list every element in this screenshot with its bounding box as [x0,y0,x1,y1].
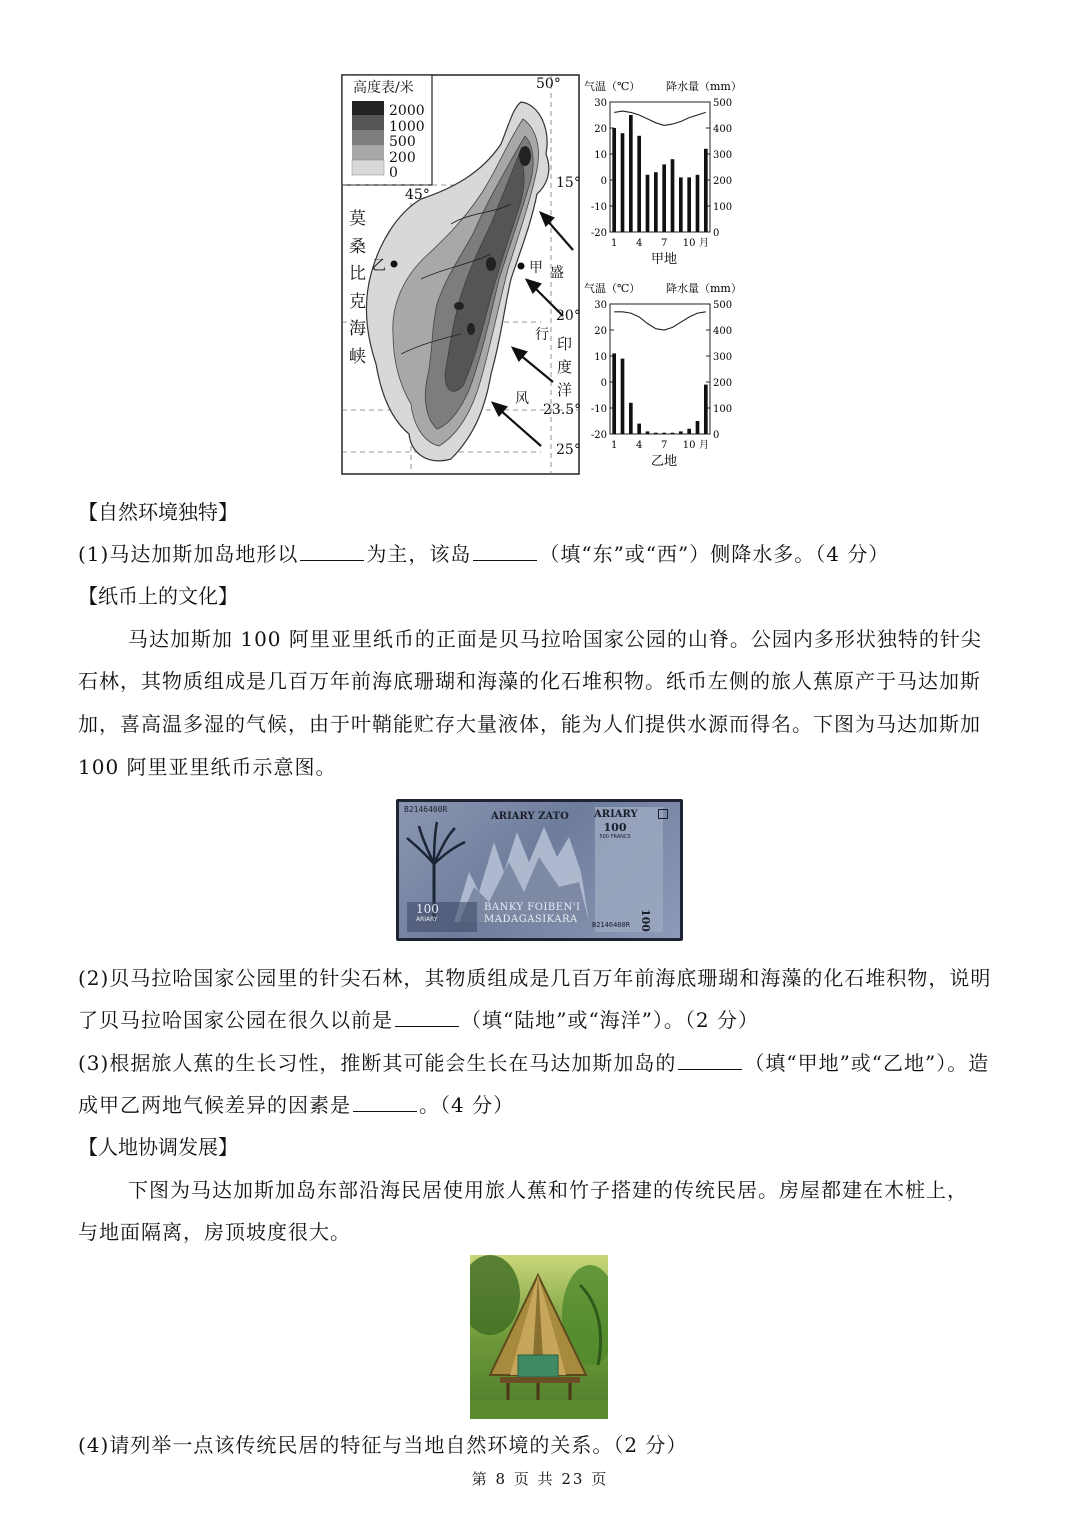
section-heading-banknote: 【纸币上的文化】 [78,584,238,608]
banknote-corner-title: ARIARY [594,809,638,820]
chart-0-x-tick: 4 [635,238,643,249]
chart-0-frame [610,102,710,232]
chart-0-precip-bar [679,177,683,232]
chart-0-precip-bar [696,175,700,232]
lat-15-label: 15° [556,175,581,191]
paragraph-1-line-3: 加，喜高温多湿的气候，由于叶鞘能贮存大量液体，能为人们提供水源而得名。下图为马达加斯加 [78,712,981,736]
chart-1-title: 乙地 [650,454,678,469]
chart-0-precip-bar [621,133,625,232]
banknote-serial-top: B2146400R [404,805,448,814]
chart-1-temp-tick: 10 [594,352,607,363]
mozambique-channel-label: 莫 桑 比 克 海 峡 [349,209,366,367]
chart-0-temp-tick: -20 [590,228,607,239]
chart-0-temp-tick: -10 [590,202,607,213]
chart-1-precip-bar [612,353,616,434]
chart-0-x-tick: 1 [610,238,618,249]
answer-blank-1a[interactable] [300,540,364,561]
chart-1-temp-tick: 0 [600,378,607,389]
banknote-corner-sub: 500 FRANCS [599,834,631,840]
chart-1-precip-bar [654,433,658,434]
traditional-house-photo [470,1255,608,1419]
banknote-square-mark [658,809,668,819]
chart-1-precip-bar [679,431,683,434]
question-4: (4)请列举一点该传统民居的特征与当地自然环境的关系。（2 分） [78,1433,688,1457]
chart-0-temp-tick: 10 [594,150,607,161]
chart-1-precip-bar [696,421,700,434]
lon-45-label: 45° [405,187,430,203]
legend-title: 高度表/米 [353,80,414,96]
chart-0-precip-bar [687,177,691,232]
chart-1-precip-label: 降水量（mm） [666,282,742,295]
page-footer: 第 8 页 共 23 页 [471,1470,609,1488]
legend-level-200: 200 [389,150,416,166]
paragraph-1-line-2: 石林，其物质组成是几百万年前海底珊瑚和海藻的化石堆积物。纸币左侧的旅人蕉原产于马达加斯 [78,669,981,693]
lat-20-label: 20° [556,308,581,324]
chart-1-precip-bar [671,433,675,434]
banknote-left-value: 100 [416,902,439,916]
chart-0-precip-bar [612,128,616,232]
chart-0-precip-bar [637,136,641,232]
chart-1-temp-tick: -20 [590,430,607,441]
lon-50-label: 50° [536,76,561,92]
chart-0-x-tick: 10 [682,238,696,249]
answer-blank-1b[interactable] [473,540,537,561]
chart-1-precip-tick: 300 [713,352,733,363]
chart-0-precip-tick: 500 [713,98,733,109]
question-2-line-1: (2)贝马拉哈国家公园里的针尖石林，其物质组成是几百万年前海底珊瑚和海藻的化石堆积物，说明 [78,966,992,990]
chart-1-precip-bar [629,403,633,434]
section-heading-natural: 【自然环境独特】 [78,500,238,524]
chart-1-precip-bar [621,359,625,434]
chart-0-title: 甲地 [650,252,678,267]
chart-0-x-tick: 7 [660,238,668,249]
chart-1-x-tick: 月 [699,440,709,451]
chart-0-precip-bar [662,164,666,232]
banknote-bank-line-2: MADAGASIKARA [484,914,578,925]
chart-0-precip-bar [671,159,675,232]
chart-1-x-tick: 1 [610,440,618,451]
wind-char-3: 风 [515,391,529,407]
chart-0-precip-tick: 0 [713,228,720,239]
lat-23-5-label: 23.5° [543,402,582,418]
banknote-bank-line-1: BANKY FOIBEN'I [484,902,581,913]
chart-0-temp-label: 气温（℃） [584,80,641,93]
chart-1-x-tick: 10 [682,440,696,451]
indian-ocean-label: 印 度 洋 [557,335,573,399]
chart-0-precip-tick: 300 [713,150,733,161]
point-jia-label: 甲 [529,260,543,276]
chart-1-precip-bar [646,431,650,434]
chart-0-precip-bar [704,149,708,232]
chart-1-x-tick: 7 [660,440,668,451]
banknote-serial-bottom: B2146400R [592,921,630,929]
chart-0-precip-tick: 400 [713,124,733,135]
question-3-line-1: (3)根据旅人蕉的生长习性，推断其可能会生长在马达加斯加岛的 （填“甲地”或“乙地”）。造 [78,1051,990,1075]
chart-1-temp-tick: 30 [594,300,607,311]
chart-1-temp-tick: 20 [594,326,607,337]
question-1: (1)马达加斯加岛地形以 为主，该岛 （填“东”或“西”）侧降水多。（4 分） [78,542,890,566]
wind-char-2: 行 [535,327,549,343]
paragraph-1-line-1: 马达加斯加 100 阿里亚里纸币的正面是贝马拉哈国家公园的山脊。公园内多形状独特的针尖 [128,627,982,651]
point-yi-label: 乙 [372,258,386,274]
legend-level-500: 500 [389,134,416,150]
chart-1-frame [610,304,710,434]
banknote-title: ARIARY ZATO [491,811,569,822]
chart-0-x-tick: 月 [699,238,709,249]
section-heading-harmony: 【人地协调发展】 [78,1135,238,1159]
banknote-corner-value: 100 [603,821,627,834]
banknote-side-value: 100 [639,909,652,932]
wind-char-1: 盛 [550,265,564,281]
chart-0-temp-tick: 0 [600,176,607,187]
chart-1-precip-bar [704,385,708,434]
climate-charts [582,74,757,476]
answer-blank-3b[interactable] [353,1091,417,1112]
chart-0-precip-label: 降水量（mm） [666,80,742,93]
lat-25-label: 25° [556,442,581,458]
chart-1-x-tick: 4 [635,440,643,451]
paragraph-2-line-2: 与地面隔离，房顶坡度很大。 [78,1220,351,1244]
chart-1-precip-bar [687,429,691,434]
banknote-image [396,799,683,941]
chart-0-temp-tick: 20 [594,124,607,135]
legend-level-0: 0 [389,165,398,181]
chart-1-precip-bar [637,424,641,434]
chart-0-precip-bar [629,115,633,232]
banknote-left-unit: ARIARY [416,916,438,923]
question-3-line-2: 成甲乙两地气候差异的因素是 。（4 分） [78,1093,515,1117]
paragraph-1-line-4: 100 阿里亚里纸币示意图。 [78,755,337,779]
legend-level-1000: 1000 [389,119,425,135]
chart-1-precip-tick: 400 [713,326,733,337]
legend-level-2000: 2000 [389,103,425,119]
chart-1-precip-tick: 0 [713,430,720,441]
chart-1-precip-tick: 200 [713,378,733,389]
chart-0-temp-tick: 30 [594,98,607,109]
answer-blank-2[interactable] [395,1006,459,1027]
chart-0-temp-line [614,111,706,125]
chart-0-precip-bar [654,172,658,232]
chart-0-precip-bar [646,175,650,232]
chart-1-temp-line [614,312,706,330]
question-2-line-2: 了贝马拉哈国家公园在很久以前是 （填“陆地”或“海洋”）。（2 分） [78,1008,759,1032]
chart-1-precip-bar [662,433,666,434]
chart-0-precip-tick: 100 [713,202,733,213]
chart-1-precip-tick: 500 [713,300,733,311]
chart-1-temp-tick: -10 [590,404,607,415]
paragraph-2-line-1: 下图为马达加斯加岛东部沿海民居使用旅人蕉和竹子搭建的传统民居。房屋都建在木桩上， [128,1178,968,1202]
chart-1-temp-label: 气温（℃） [584,282,641,295]
chart-0-precip-tick: 200 [713,176,733,187]
answer-blank-3a[interactable] [678,1049,742,1070]
chart-1-precip-tick: 100 [713,404,733,415]
